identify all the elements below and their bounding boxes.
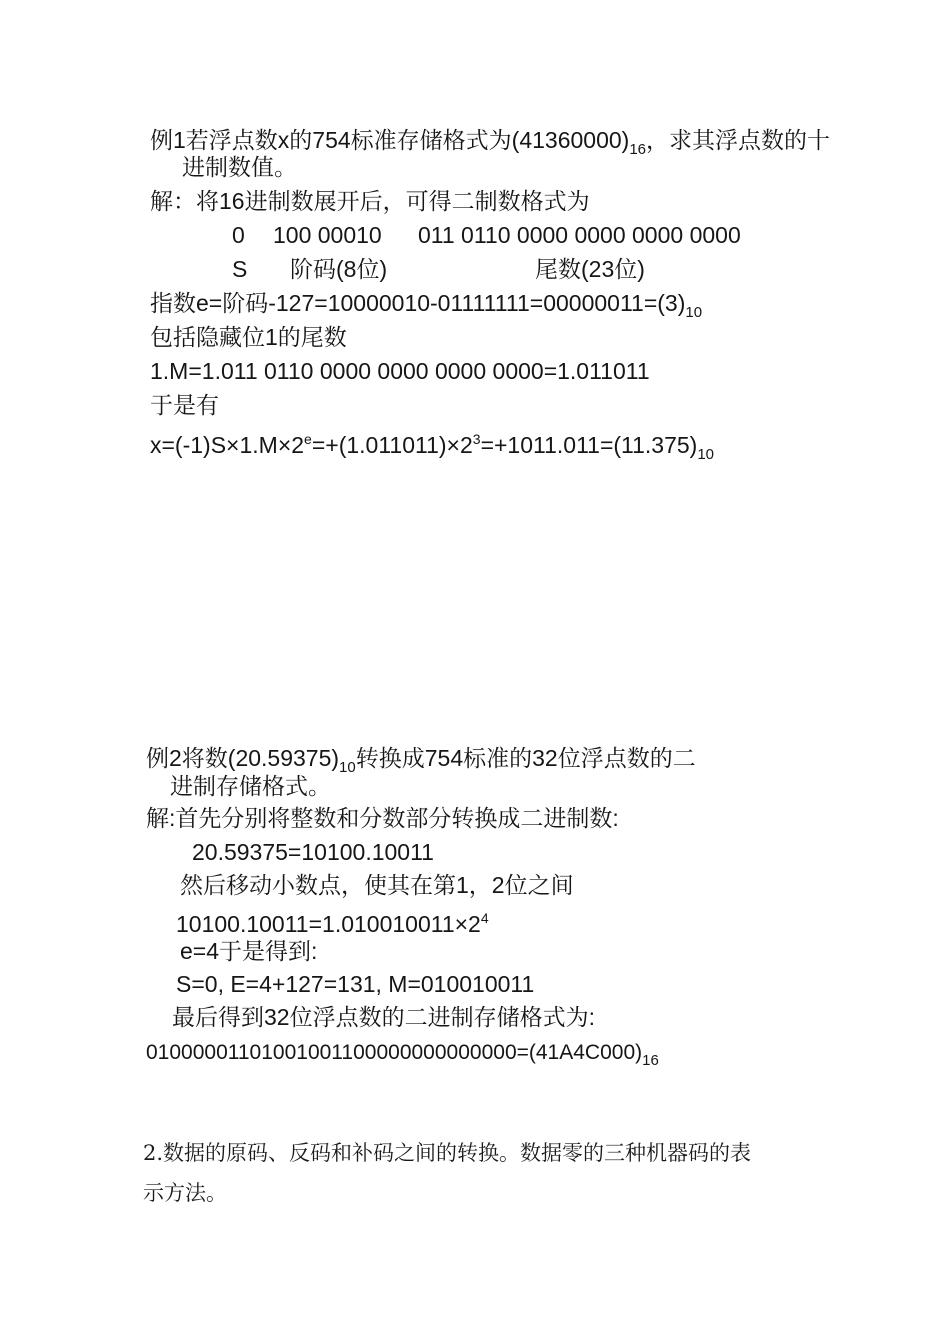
example1-result [150, 424, 714, 470]
example1-bits-sign: 0 [232, 222, 245, 248]
example1-thus: 于是有 [150, 392, 219, 418]
example2-final [146, 1038, 659, 1076]
example2-final-subscript: 16 [642, 1052, 659, 1069]
example2-line2: 进制存储格式。 [170, 773, 331, 799]
example2-step3-superscript: 4 [480, 910, 489, 926]
example2-final-text: 01000001101001001100000000000000=(41A4C000) [146, 1041, 643, 1064]
example1-line1-text: 例1若浮点数x的754标准存储格式为(41360000) [150, 127, 630, 153]
example1-bits-exponent: 100 00010 [273, 222, 382, 248]
example1-label-exponent: 阶码(8位) [290, 256, 388, 282]
example1-line1-end: ，求其浮点数的十 [646, 127, 831, 153]
example2-step5: S=0, E=4+127=131, M=010010011 [176, 971, 535, 997]
example2-line1-subscript: 10 [339, 759, 356, 776]
example1-exponent-text: 指数e=阶码-127=10000010-01111111=00000011=(3) [150, 290, 686, 316]
example1-result-superscript-e: e [304, 431, 312, 447]
example2-step1: 20.59375=10100.10011 [192, 839, 434, 865]
example1-solution-intro: 解：将16进制数展开后，可得二制数格式为 [150, 188, 590, 214]
example1-label-sign: S [232, 256, 248, 282]
example2-solution-intro: 解:首先分别将整数和分数部分转换成二进制数: [146, 805, 619, 831]
example1-mantissa-label: 包括隐藏位1的尾数 [150, 324, 347, 350]
example1-result-superscript-3: 3 [472, 431, 481, 447]
example1-result-part-b: =+(1.011011)×2 [311, 432, 473, 458]
example1-exponent-subscript: 10 [685, 304, 703, 321]
section2-line2: 示方法。 [143, 1181, 227, 1205]
example1-line2: 进制数值。 [182, 154, 297, 180]
example2-step3-text: 10100.10011=1.010010011×2 [176, 911, 481, 937]
example2-step6: 最后得到32位浮点数的二进制存储格式为: [172, 1004, 595, 1030]
example1-label-mantissa: 尾数(23位) [535, 256, 645, 282]
example2-step4: e=4于是得到: [180, 938, 318, 964]
example2-line1-text: 例2将数(20.59375) [146, 745, 340, 771]
example1-mantissa-value: 1.M=1.011 0110 0000 0000 0000 0000=1.011011 [150, 358, 650, 384]
example1-bits-mantissa: 011 0110 0000 0000 0000 0000 [418, 222, 741, 248]
section2-line1: 2.数据的原码、反码和补码之间的转换。数据零的三种机器码的表 [143, 1141, 752, 1165]
example1-result-subscript: 10 [697, 446, 715, 463]
example1-line1-subscript: 16 [629, 141, 647, 158]
example1-result-part-a: x=(-1)S×1.M×2 [150, 432, 305, 458]
example2-step3 [176, 903, 489, 939]
example1-result-part-c: =+1011.011=(11.375) [480, 432, 698, 458]
example2-line1-end: 转换成754标准的32位浮点数的二 [355, 745, 696, 771]
example2-step2: 然后移动小数点，使其在第1，2位之间 [180, 872, 574, 898]
